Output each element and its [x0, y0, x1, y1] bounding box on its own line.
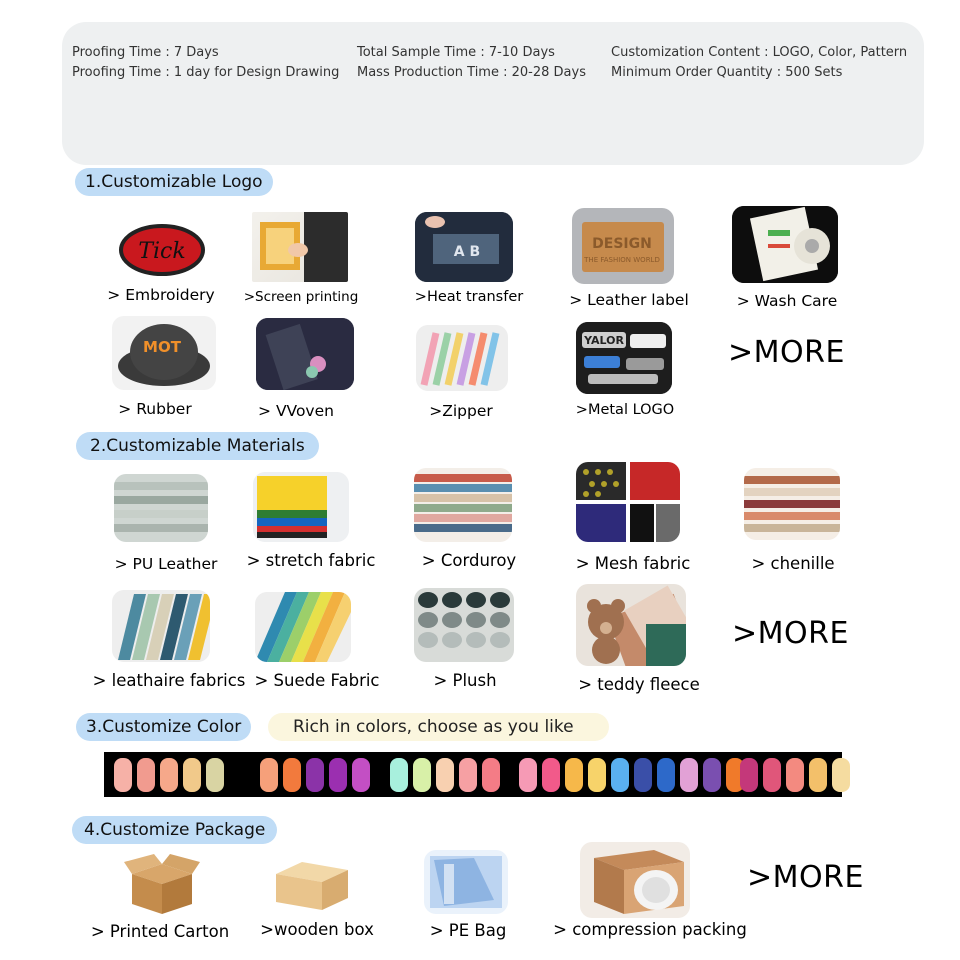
label-pu-leather: > PU Leather	[114, 555, 218, 573]
label-printed-carton: > Printed Carton	[90, 922, 230, 941]
more-materials: >MORE	[732, 616, 849, 651]
label-pe-bag: > PE Bag	[429, 921, 507, 940]
metal-logo-image	[576, 322, 672, 394]
color-swatch	[482, 758, 500, 792]
color-swatch	[206, 758, 224, 792]
color-swatch	[740, 758, 758, 792]
label-wooden-box: >wooden box	[260, 920, 374, 939]
color-swatch	[352, 758, 370, 792]
label-stretch-fabric: > stretch fabric	[246, 551, 376, 570]
chenille-image	[744, 468, 840, 540]
label-wash-care: > Wash Care	[736, 292, 838, 310]
color-swatch	[306, 758, 324, 792]
stretch-fabric-image	[253, 472, 349, 542]
teddy-fleece-image	[576, 584, 686, 666]
svg-text:A B: A B	[453, 244, 481, 260]
customization-content-text: Customization Content : LOGO, Color, Pattern	[611, 45, 908, 60]
woven-image	[256, 318, 354, 390]
pu-leather-image	[114, 474, 208, 542]
label-suede-fabric: > Suede Fabric	[254, 671, 380, 690]
svg-text:YALOR: YALOR	[584, 334, 624, 347]
section-title-color: 3.Customize Color	[76, 713, 251, 741]
color-note: Rich in colors, choose as you like	[268, 713, 609, 741]
color-swatch-strip	[104, 752, 842, 797]
suede-fabric-image	[255, 592, 351, 662]
color-swatch	[283, 758, 301, 792]
corduroy-image	[414, 468, 512, 542]
section-title-logo: 1.Customizable Logo	[75, 168, 273, 196]
label-woven: > VVoven	[258, 402, 334, 420]
color-swatch	[634, 758, 652, 792]
label-embroidery: > Embroidery	[107, 286, 215, 304]
heat-transfer-image	[415, 212, 513, 282]
color-swatch	[114, 758, 132, 792]
color-swatch	[588, 758, 606, 792]
label-corduroy: > Corduroy	[421, 551, 517, 570]
color-swatch	[459, 758, 477, 792]
color-swatch	[565, 758, 583, 792]
color-swatch	[809, 758, 827, 792]
label-compression-packing: > compression packing	[553, 920, 747, 939]
color-swatch	[611, 758, 629, 792]
color-swatch	[680, 758, 698, 792]
info-column-1	[72, 43, 339, 83]
color-swatch	[542, 758, 560, 792]
info-column-3	[611, 43, 907, 83]
embroidery-image	[112, 212, 212, 284]
zipper-image	[416, 325, 508, 391]
printed-carton-image	[122, 848, 202, 916]
color-swatch	[160, 758, 178, 792]
label-rubber: > Rubber	[118, 400, 192, 418]
svg-text:Tick: Tick	[138, 239, 186, 264]
color-swatch	[183, 758, 201, 792]
more-logo: >MORE	[728, 335, 845, 370]
color-swatch	[786, 758, 804, 792]
mesh-fabric-image	[576, 462, 680, 542]
svg-text:THE FASHION WORLD: THE FASHION WORLD	[584, 256, 660, 264]
minimum-order-text: Minimum Order Quantity : 500 Sets	[611, 65, 843, 80]
color-swatch	[390, 758, 408, 792]
wooden-box-image	[272, 856, 350, 914]
label-leathaire-fabrics: > leathaire fabrics	[92, 671, 246, 690]
leather-label-image	[572, 208, 674, 284]
color-swatch	[832, 758, 850, 792]
label-zipper: >Zipper	[429, 402, 493, 420]
color-swatch	[436, 758, 454, 792]
more-package: >MORE	[747, 860, 864, 895]
label-mesh-fabric: > Mesh fabric	[575, 554, 691, 573]
production-time-text: Mass Production Time : 20-28 Days	[357, 65, 586, 80]
wash-care-image	[732, 206, 838, 283]
color-swatch	[413, 758, 431, 792]
label-screen-printing: >Screen printing	[243, 289, 359, 305]
label-teddy-fleece: > teddy fleece	[578, 675, 700, 694]
color-swatch	[137, 758, 155, 792]
rubber-image	[112, 316, 216, 390]
svg-text:MOT: MOT	[143, 338, 181, 356]
label-leather-label: > Leather label	[569, 291, 689, 309]
pe-bag-image	[424, 850, 508, 914]
info-column-2	[357, 43, 586, 83]
svg-text:DESIGN: DESIGN	[592, 236, 652, 252]
compression-packing-image	[580, 842, 690, 918]
color-swatch	[703, 758, 721, 792]
color-swatch	[763, 758, 781, 792]
color-swatch	[657, 758, 675, 792]
leathaire-fabric-image	[112, 590, 210, 662]
proofing-time-text: Proofing Time : 7 Days	[72, 45, 219, 60]
color-swatch	[519, 758, 537, 792]
color-swatch	[329, 758, 347, 792]
label-heat-transfer: >Heat transfer	[414, 289, 524, 305]
label-plush: > Plush	[433, 671, 497, 690]
sample-time-text: Total Sample Time : 7-10 Days	[357, 45, 555, 60]
screen-printing-image	[252, 212, 348, 282]
plush-image	[414, 588, 514, 662]
color-swatch	[260, 758, 278, 792]
proofing-design-time-text: Proofing Time : 1 day for Design Drawing	[72, 65, 340, 80]
label-metal-logo: >Metal LOGO	[575, 402, 675, 418]
label-chenille: > chenille	[751, 554, 835, 573]
section-title-package: 4.Customize Package	[72, 816, 277, 844]
section-title-materials: 2.Customizable Materials	[76, 432, 319, 460]
